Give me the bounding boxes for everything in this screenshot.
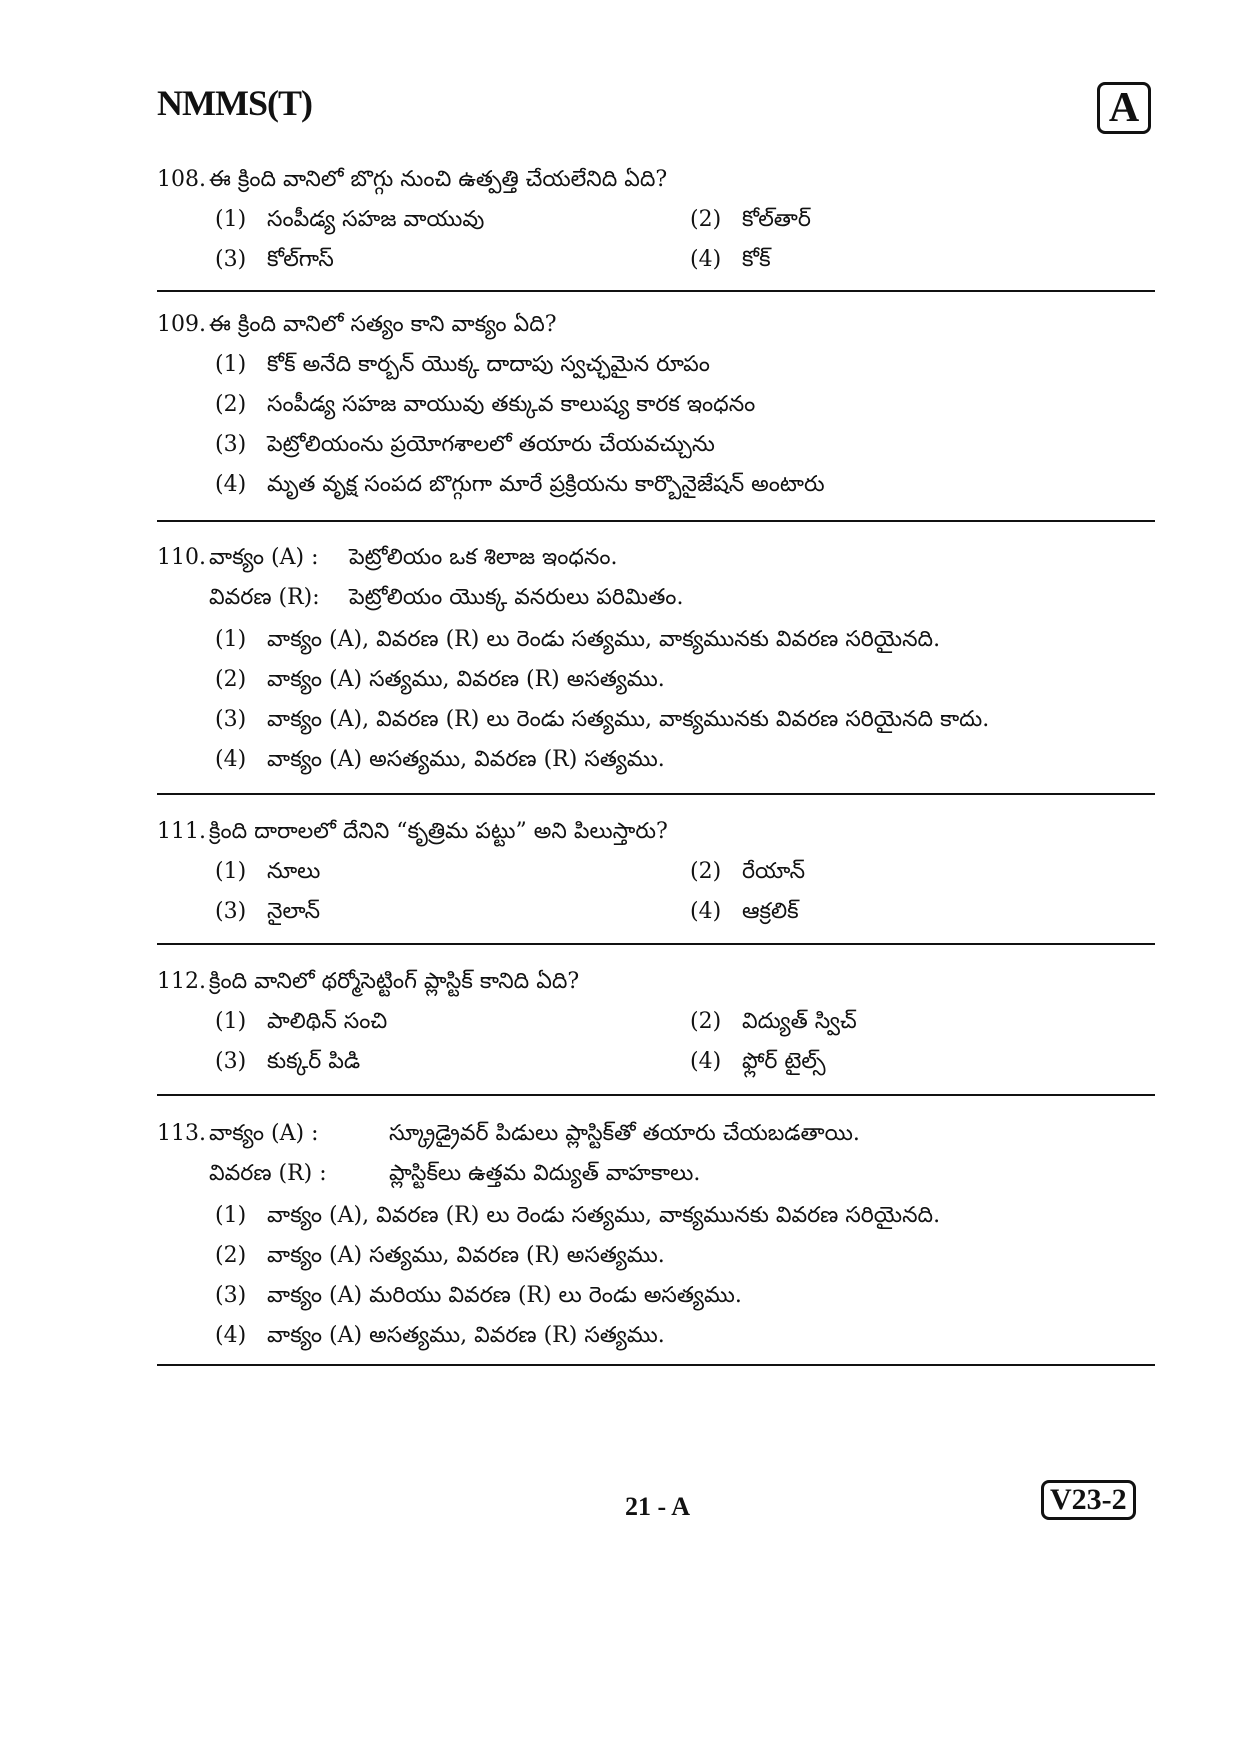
question-number: 112. xyxy=(157,969,206,994)
option-2: (2) వాక్యం (A) సత్యము, వివరణ (R) అసత్యము. xyxy=(215,1243,665,1268)
option-3: (3) వాక్యం (A) మరియు వివరణ (R) లు రెండు అసత్యము. xyxy=(215,1283,742,1308)
option-2: (2) విద్యుత్ స్విచ్ xyxy=(690,1009,857,1034)
question-number: 110. xyxy=(157,545,206,570)
option-3: (3) నైలాన్ xyxy=(215,899,321,924)
assertion-text: స్క్రూడ్రైవర్ పిడులు ప్లాస్టిక్‌తో తయారు చేయబడతాయి. xyxy=(389,1121,860,1146)
option-4: (4) మృత వృక్ష సంపద బొగ్గుగా మారే ప్రక్రియను కార్బొనైజేషన్ అంటారు xyxy=(215,472,825,497)
option-1: (1) పాలిథిన్ సంచి xyxy=(215,1009,388,1034)
reason-label: వివరణ (R) : xyxy=(209,1161,327,1186)
option-4: (4) ఫ్లోర్ టైల్స్ xyxy=(690,1049,826,1074)
assertion-label: వాక్యం (A) : xyxy=(209,545,319,570)
question-text: క్రింది వానిలో థర్మోసెట్టింగ్ ప్లాస్టిక్ కానిది ఏది? xyxy=(209,969,580,994)
divider xyxy=(157,290,1155,292)
option-4: (4) వాక్యం (A) అసత్యము, వివరణ (R) సత్యము. xyxy=(215,747,665,772)
assertion-text: పెట్రోలియం ఒక శిలాజ ఇంధనం. xyxy=(349,545,618,570)
option-2: (2) సంపీడ్య సహజ వాయువు తక్కువ కాలుష్య కారక ఇంధనం xyxy=(215,392,756,417)
option-4: (4) కోక్ xyxy=(690,247,771,272)
option-1: (1) కోక్ అనేది కార్బన్ యొక్క దాదాపు స్వచ్ఛమైన రూపం xyxy=(215,352,710,377)
option-3: (3) వాక్యం (A), వివరణ (R) లు రెండు సత్యము, వాక్యమునకు వివరణ సరియైనది కాదు. xyxy=(215,707,990,732)
assertion-label: వాక్యం (A) : xyxy=(209,1121,319,1146)
set-letter-badge: A xyxy=(1097,82,1151,134)
question-text: ఈ క్రింది వానిలో సత్యం కాని వాక్యం ఏది? xyxy=(209,312,557,337)
exam-code: NMMS(T) xyxy=(157,83,312,123)
option-2: (2) వాక్యం (A) సత్యము, వివరణ (R) అసత్యము. xyxy=(215,667,665,692)
question-number: 111. xyxy=(157,819,206,844)
reason-text: ప్లాస్టిక్‌లు ఉత్తమ విద్యుత్ వాహకాలు. xyxy=(389,1161,701,1186)
option-4: (4) వాక్యం (A) అసత్యము, వివరణ (R) సత్యము. xyxy=(215,1323,665,1348)
divider xyxy=(157,943,1155,945)
option-1: (1) వాక్యం (A), వివరణ (R) లు రెండు సత్యము, వాక్యమునకు వివరణ సరియైనది. xyxy=(215,627,941,652)
reason-text: పెట్రోలియం యొక్క వనరులు పరిమితం. xyxy=(349,585,684,610)
option-3: (3) కోల్‌గాస్ xyxy=(215,247,334,272)
option-2: (2) రేయాన్ xyxy=(690,859,806,884)
divider xyxy=(157,520,1155,522)
divider xyxy=(157,793,1155,795)
option-1: (1) నూలు xyxy=(215,859,321,884)
reason-label: వివరణ (R): xyxy=(209,585,320,610)
option-2: (2) కోల్‌తార్ xyxy=(690,207,811,232)
option-1: (1) వాక్యం (A), వివరణ (R) లు రెండు సత్యము, వాక్యమునకు వివరణ సరియైనది. xyxy=(215,1203,941,1228)
divider xyxy=(157,1364,1155,1366)
question-number: 108. xyxy=(157,167,206,192)
option-4: (4) ఆక్రలిక్ xyxy=(690,899,799,924)
divider xyxy=(157,1094,1155,1096)
question-text: క్రింది దారాలలో దేనిని “కృత్రిమ పట్టు” అని పిలుస్తారు? xyxy=(209,819,668,844)
option-3: (3) పెట్రోలియంను ప్రయోగశాలలో తయారు చేయవచ్చును xyxy=(215,432,715,457)
question-number: 113. xyxy=(157,1121,206,1146)
option-3: (3) కుక్కర్ పిడి xyxy=(215,1049,361,1074)
question-text: ఈ క్రింది వానిలో బొగ్గు నుంచి ఉత్పత్తి చేయలేనిది ఏది? xyxy=(209,167,668,192)
paper-code-badge: V23-2 xyxy=(1041,1480,1136,1520)
option-1: (1) సంపీడ్య సహజ వాయువు xyxy=(215,207,485,232)
question-number: 109. xyxy=(157,312,206,337)
page-number: 21 - A xyxy=(625,1492,690,1521)
